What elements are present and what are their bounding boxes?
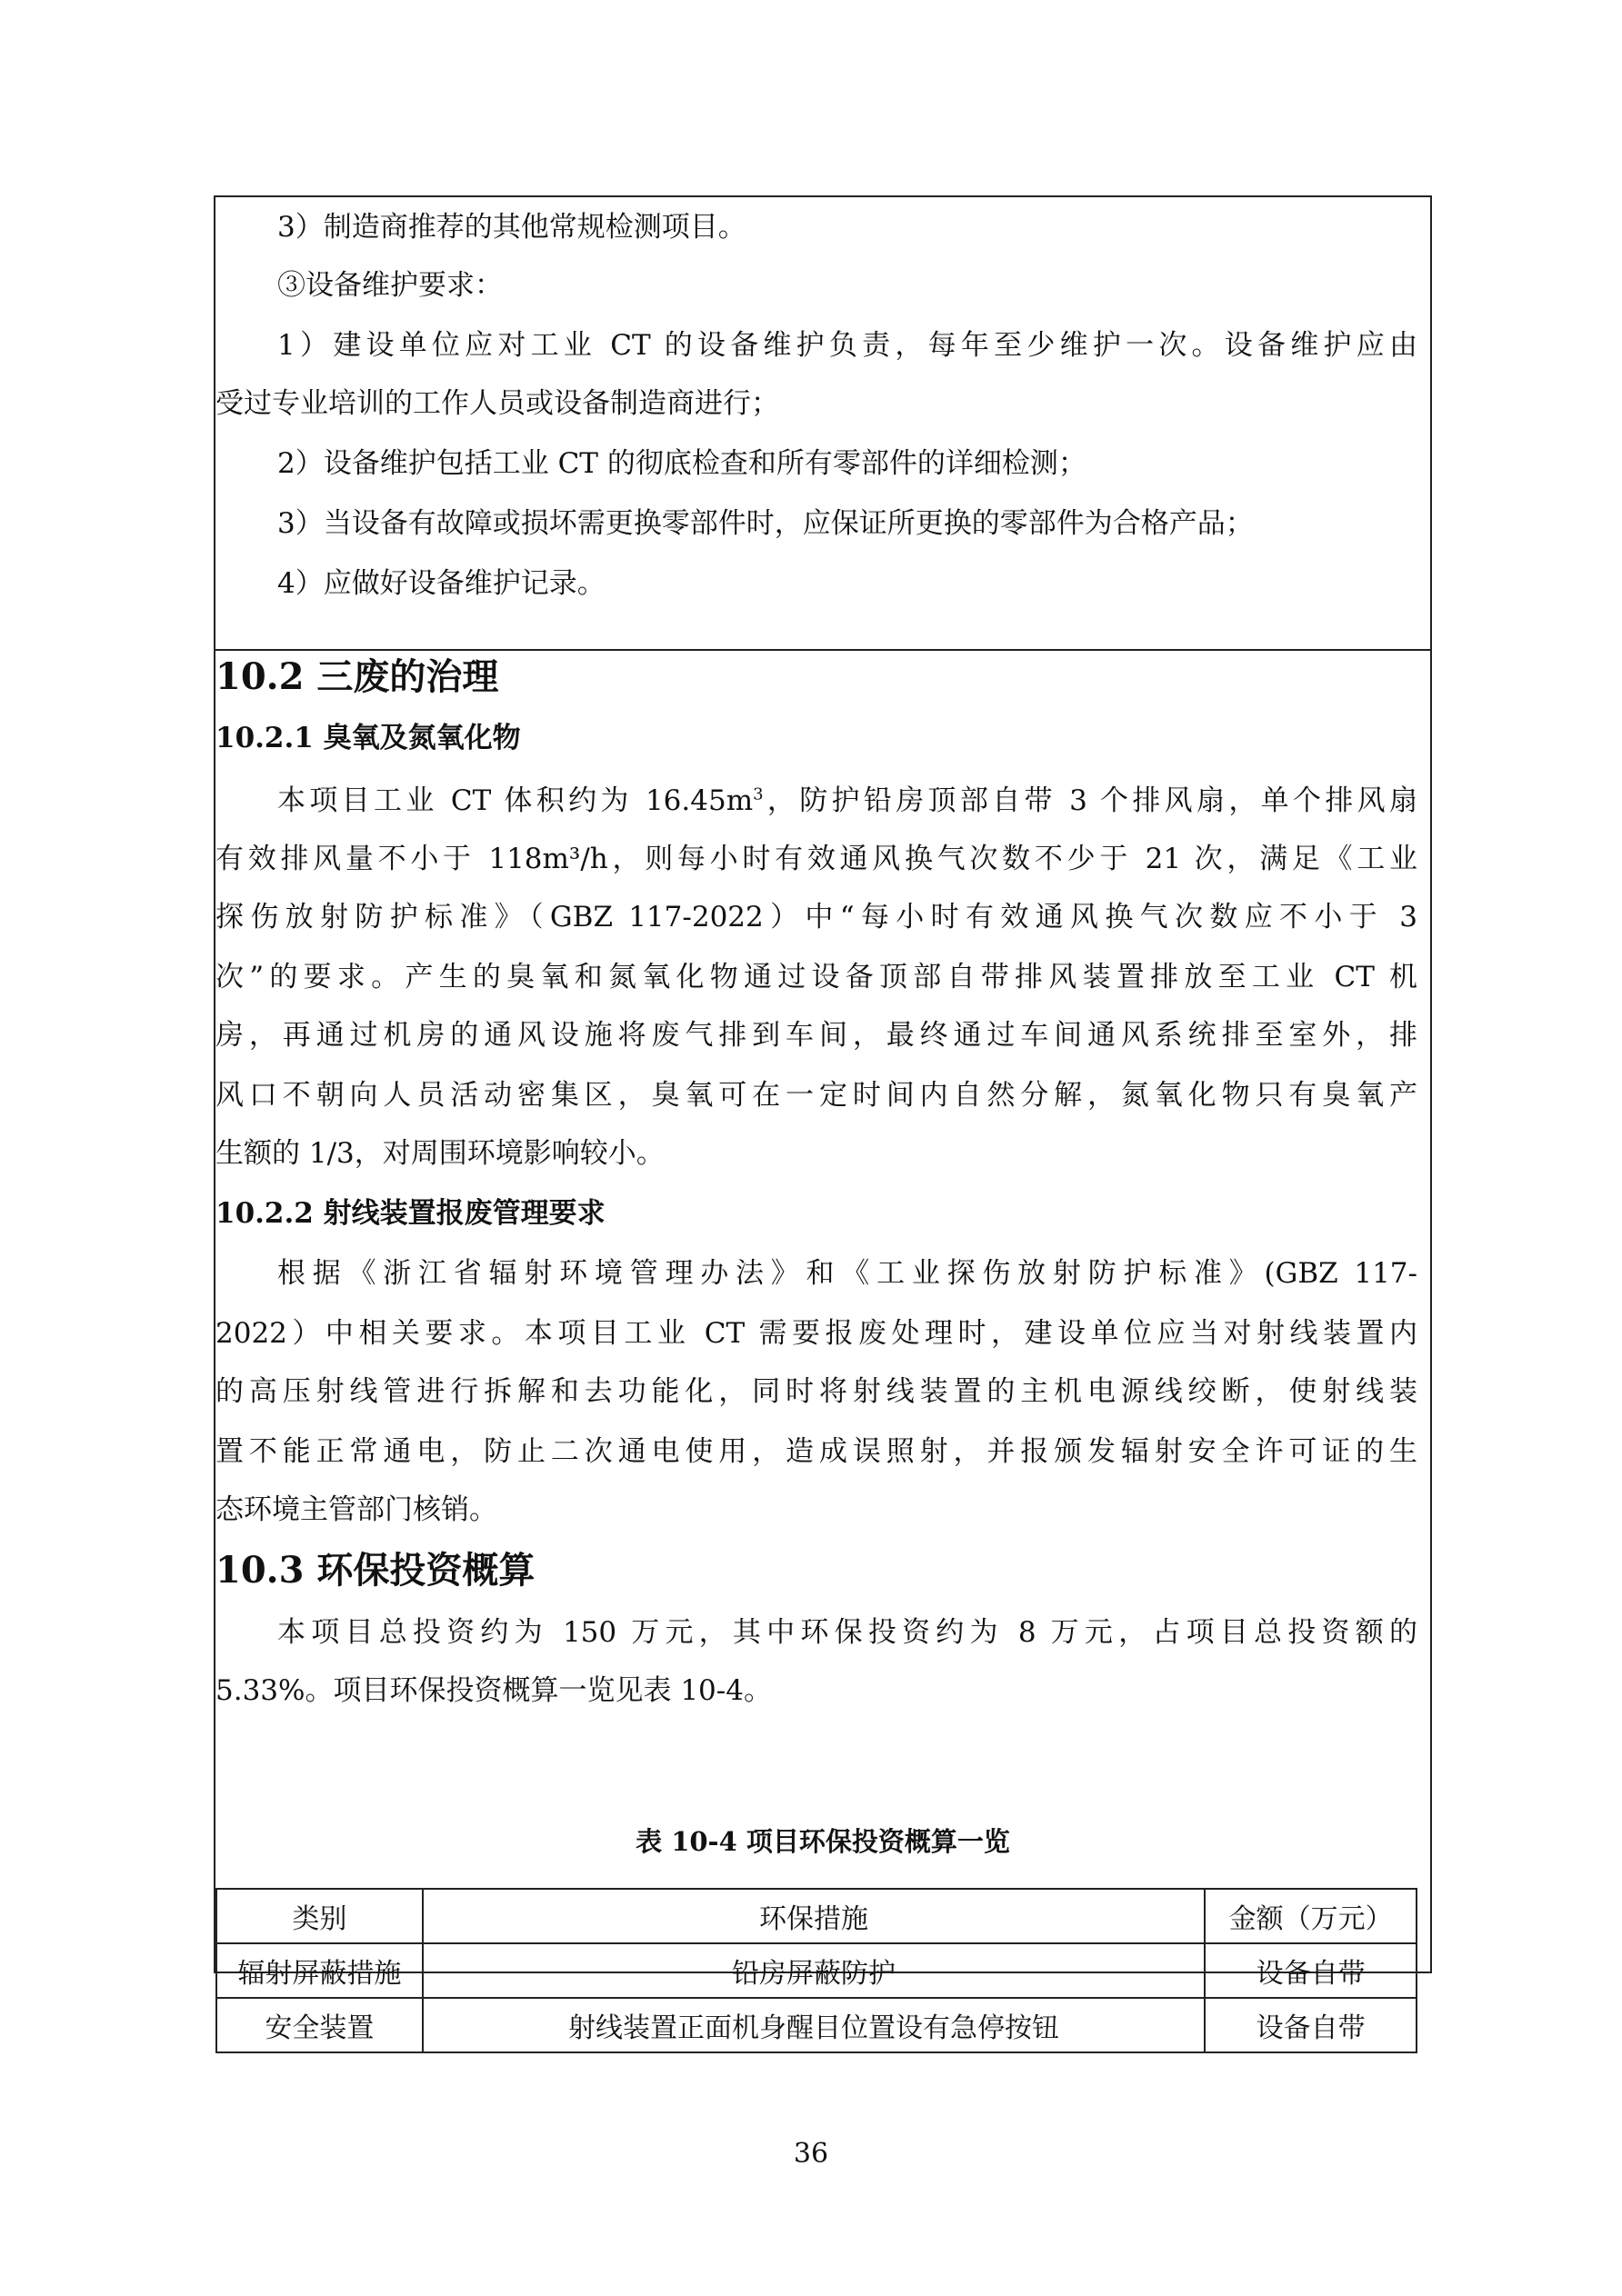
maintenance-item-1b: 受过专业培训的工作人员或设备制造商进行；: [215, 387, 779, 420]
table-cell: 设备自带: [1205, 1943, 1417, 1998]
scrap-para-line: 置不能正常通电，防止二次通电使用，造成误照射，并报颁发辐射安全许可证的生: [215, 1435, 1417, 1468]
section-divider: [215, 649, 1430, 651]
table-header-row: [216, 1889, 1417, 1943]
table-cell: 辐射屏蔽措施: [216, 1943, 423, 1998]
maintenance-item-1a: 1）建设单位应对工业 CT 的设备维护负责，每年至少维护一次。设备维护应由: [277, 329, 1417, 362]
table-header-cell: 金额（万元）: [1205, 1889, 1417, 1943]
scrap-para-line: 2022）中相关要求。本项目工业 CT 需要报废处理时，建设单位应当对射线装置内: [215, 1317, 1417, 1350]
section-10-2-2-title: 10.2.2 射线装置报废管理要求: [215, 1197, 606, 1230]
section-10-3-title: 10.3 环保投资概算: [215, 1549, 536, 1592]
maintenance-item-3: 3）当设备有故障或损坏需更换零部件时，应保证所更换的零部件为合格产品；: [277, 507, 1254, 540]
table-cell: 安全装置: [216, 1998, 423, 2052]
table-row: [216, 1943, 1417, 1998]
ozone-para-last-line: 生额的 1/3，对周围环境影响较小。: [215, 1137, 665, 1170]
scrap-para-line-1: 根据《浙江省辐射环境管理办法》和《工业探伤放射防护标准》(GBZ 117-: [277, 1257, 1417, 1290]
ozone-para-line-1: 本项目工业 CT 体积约为 $16.45m^3$，防护铅房顶部自带 3 个排风扇，单个排风扇: [277, 784, 1417, 817]
ozone-para-line: 探伤放射防护标准》（GBZ 117-2022）中“每小时有效通风换气次数应不小于 3: [215, 901, 1417, 933]
maintenance-item-2: 2）设备维护包括工业 CT 的彻底检查和所有零部件的详细检测；: [277, 447, 1086, 480]
table-row: [216, 1998, 1417, 2052]
investment-para-line-1: 本项目总投资约为 150 万元，其中环保投资约为 8 万元，占项目总投资额的: [277, 1616, 1417, 1649]
ozone-para-line: 次”的要求。产生的臭氧和氮氧化物通过设备顶部自带排风装置排放至工业 CT 机: [215, 961, 1417, 993]
table-header-cell: 环保措施: [423, 1889, 1206, 1943]
page-number: 36: [793, 2138, 829, 2170]
check-item-3: 3）制造商推荐的其他常规检测项目。: [277, 211, 746, 244]
ozone-para-line: 风口不朝向人员活动密集区，臭氧可在一定时间内自然分解，氮氧化物只有臭氧产: [215, 1079, 1417, 1112]
table-cell: 射线装置正面机身醒目位置设有急停按钮: [423, 1998, 1206, 2052]
section-10-2-1-title: 10.2.1 臭氧及氮氧化物: [215, 722, 521, 754]
table-header-cell: 类别: [216, 1889, 423, 1943]
document-frame: [214, 195, 1432, 2044]
investment-para-line-2: 5.33%。项目环保投资概算一览见表 10-4。: [215, 1674, 772, 1707]
scrap-para-last-line: 态环境主管部门核销。: [215, 1493, 497, 1526]
ozone-para-line: 房，再通过机房的通风设施将废气排到车间，最终通过车间通风系统排至室外，排: [215, 1019, 1417, 1052]
maintenance-item-4: 4）应做好设备维护记录。: [277, 567, 606, 600]
table-caption: 表 10-4 项目环保投资概算一览: [636, 1826, 1010, 1857]
maintenance-title: ③设备维护要求：: [277, 269, 503, 302]
section-10-2-title: 10.2 三废的治理: [215, 655, 499, 698]
table-cell: 铅房屏蔽防护: [423, 1943, 1206, 1998]
table-cell: 设备自带: [1205, 1998, 1417, 2052]
investment-table: [215, 1888, 1417, 2053]
ozone-para-line: 有效排风量不小于 118m³/h，则每小时有效通风换气次数不少于 21 次，满足《工业: [215, 843, 1417, 875]
scrap-para-line: 的高压射线管进行拆解和去功能化，同时将射线装置的主机电源线绞断，使射线装: [215, 1375, 1417, 1408]
